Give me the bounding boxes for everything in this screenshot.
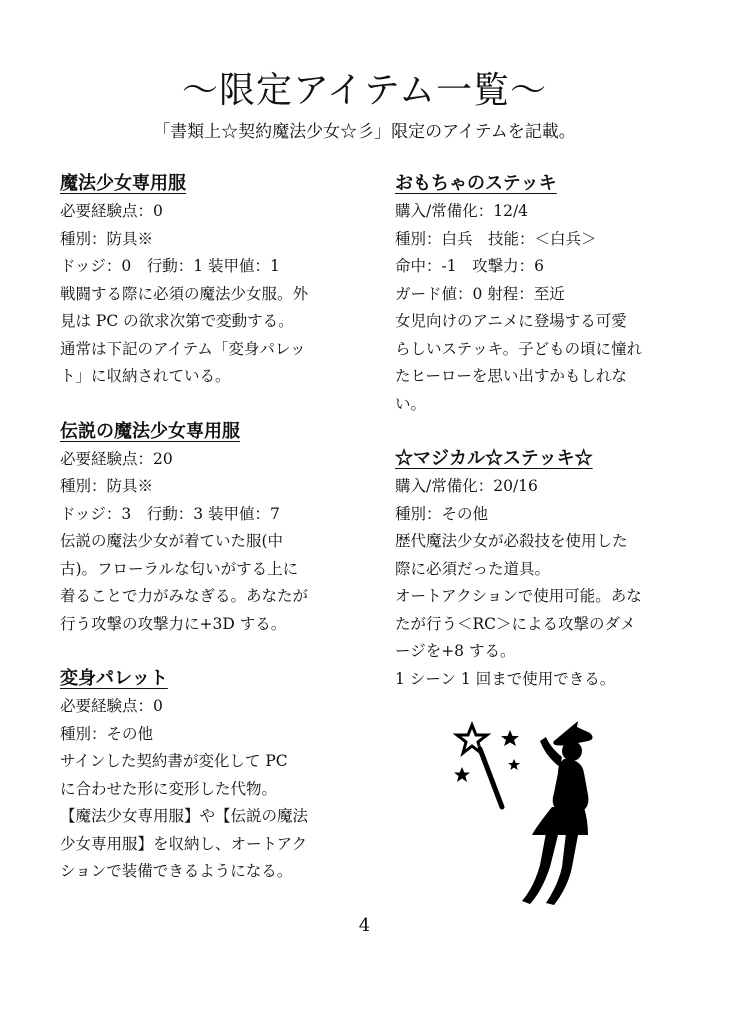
item-line: 見は PC の欲求次第で変動する。 xyxy=(60,312,294,330)
item-line: 必要経験点：20 xyxy=(60,449,173,468)
item-legendary-outfit xyxy=(60,418,345,639)
left-column xyxy=(60,170,345,913)
item-line: 必要経験点：0 xyxy=(60,202,163,220)
sparkle-star-icon xyxy=(508,759,520,770)
item-line: オートアクションで使用可能。あな xyxy=(395,587,642,605)
item-line: 伝説の魔法少女が着ていた服(中 xyxy=(60,532,284,550)
item-line: ト」に収納されている。 xyxy=(60,367,231,385)
item-line: 種別：防具※ xyxy=(60,477,154,495)
item-line: 購入/常備化：12/4 xyxy=(395,202,529,220)
item-line: 種別：その他 xyxy=(60,724,154,743)
item-line: 女児向けのアニメに登場する可愛 xyxy=(395,312,627,330)
right-column xyxy=(395,170,680,720)
item-transform-palette xyxy=(60,665,345,886)
item-line: 際に必須だった道具。 xyxy=(395,559,551,578)
page-subtitle: 「書類上☆契約魔法少女☆彡」限定のアイテムを記載。 xyxy=(153,122,576,142)
item-line: 種別：その他 xyxy=(395,504,489,523)
item-heading: 伝説の魔法少女専用服 xyxy=(60,420,240,442)
item-line: 必要経験点：0 xyxy=(60,697,163,715)
item-line: い。 xyxy=(395,394,427,413)
item-line: ドッジ：3 行動：3 装甲値：7 xyxy=(60,504,280,523)
item-line: ドッジ：0 行動：1 装甲値：1 xyxy=(60,257,280,275)
item-heading: おもちゃのステッキ xyxy=(395,173,557,194)
item-line: 種別：防具※ xyxy=(60,229,154,248)
item-magical-girl-outfit xyxy=(60,170,345,391)
item-line: 種別：白兵 技能：＜白兵＞ xyxy=(395,229,597,248)
item-line: サインした契約書が変化して PC xyxy=(60,752,288,770)
item-line: たが行う＜RC＞による攻撃のダメ xyxy=(395,614,636,633)
item-line: 【魔法少女専用服】や【伝説の魔法 xyxy=(60,807,309,825)
page-number: 4 xyxy=(358,915,371,936)
item-line: 少女専用服】を収納し、オートアク xyxy=(60,834,308,853)
item-line: 行う攻撃の攻撃力に+3D する。 xyxy=(60,614,287,633)
item-heading: 変身パレット xyxy=(60,668,168,689)
item-line: 1 シーン 1 回まで使用できる。 xyxy=(395,669,616,688)
item-line: ションで装備できるようになる。 xyxy=(60,862,293,880)
item-heading: 魔法少女専用服 xyxy=(60,173,186,194)
item-line: 戦闘する際に必須の魔法少女服。外 xyxy=(60,284,309,303)
item-line: 着ることで力がみなぎる。あなたが xyxy=(60,587,309,605)
item-line: ージを+8 する。 xyxy=(395,642,516,660)
item-line: 通常は下記のアイテム「変身パレッ xyxy=(60,339,306,358)
item-toy-stick xyxy=(395,170,680,418)
item-line: 命中：-1 攻撃力：6 xyxy=(395,257,544,275)
item-line: らしいステッキ。子どもの頃に憧れ xyxy=(395,339,643,358)
item-line: に合わせた形に変形した代物。 xyxy=(60,779,278,798)
item-line: 歴代魔法少女が必殺技を使用した xyxy=(395,532,628,550)
page-title: ～限定アイテム一覧～ xyxy=(182,70,547,111)
item-line: ガード値：0 射程：至近 xyxy=(395,284,565,303)
magical-girl-silhouette-icon xyxy=(450,715,610,910)
item-line: 古)。フローラルな匂いがする上に xyxy=(60,559,299,578)
sparkle-star-icon xyxy=(501,730,519,746)
item-line: たヒーローを思い出すかもしれな xyxy=(395,367,627,385)
item-line: 購入/常備化：20/16 xyxy=(395,477,538,495)
item-magical-stick xyxy=(395,445,680,693)
item-heading: ☆マジカル☆ステッキ☆ xyxy=(395,448,593,469)
sparkle-star-icon xyxy=(454,767,470,782)
